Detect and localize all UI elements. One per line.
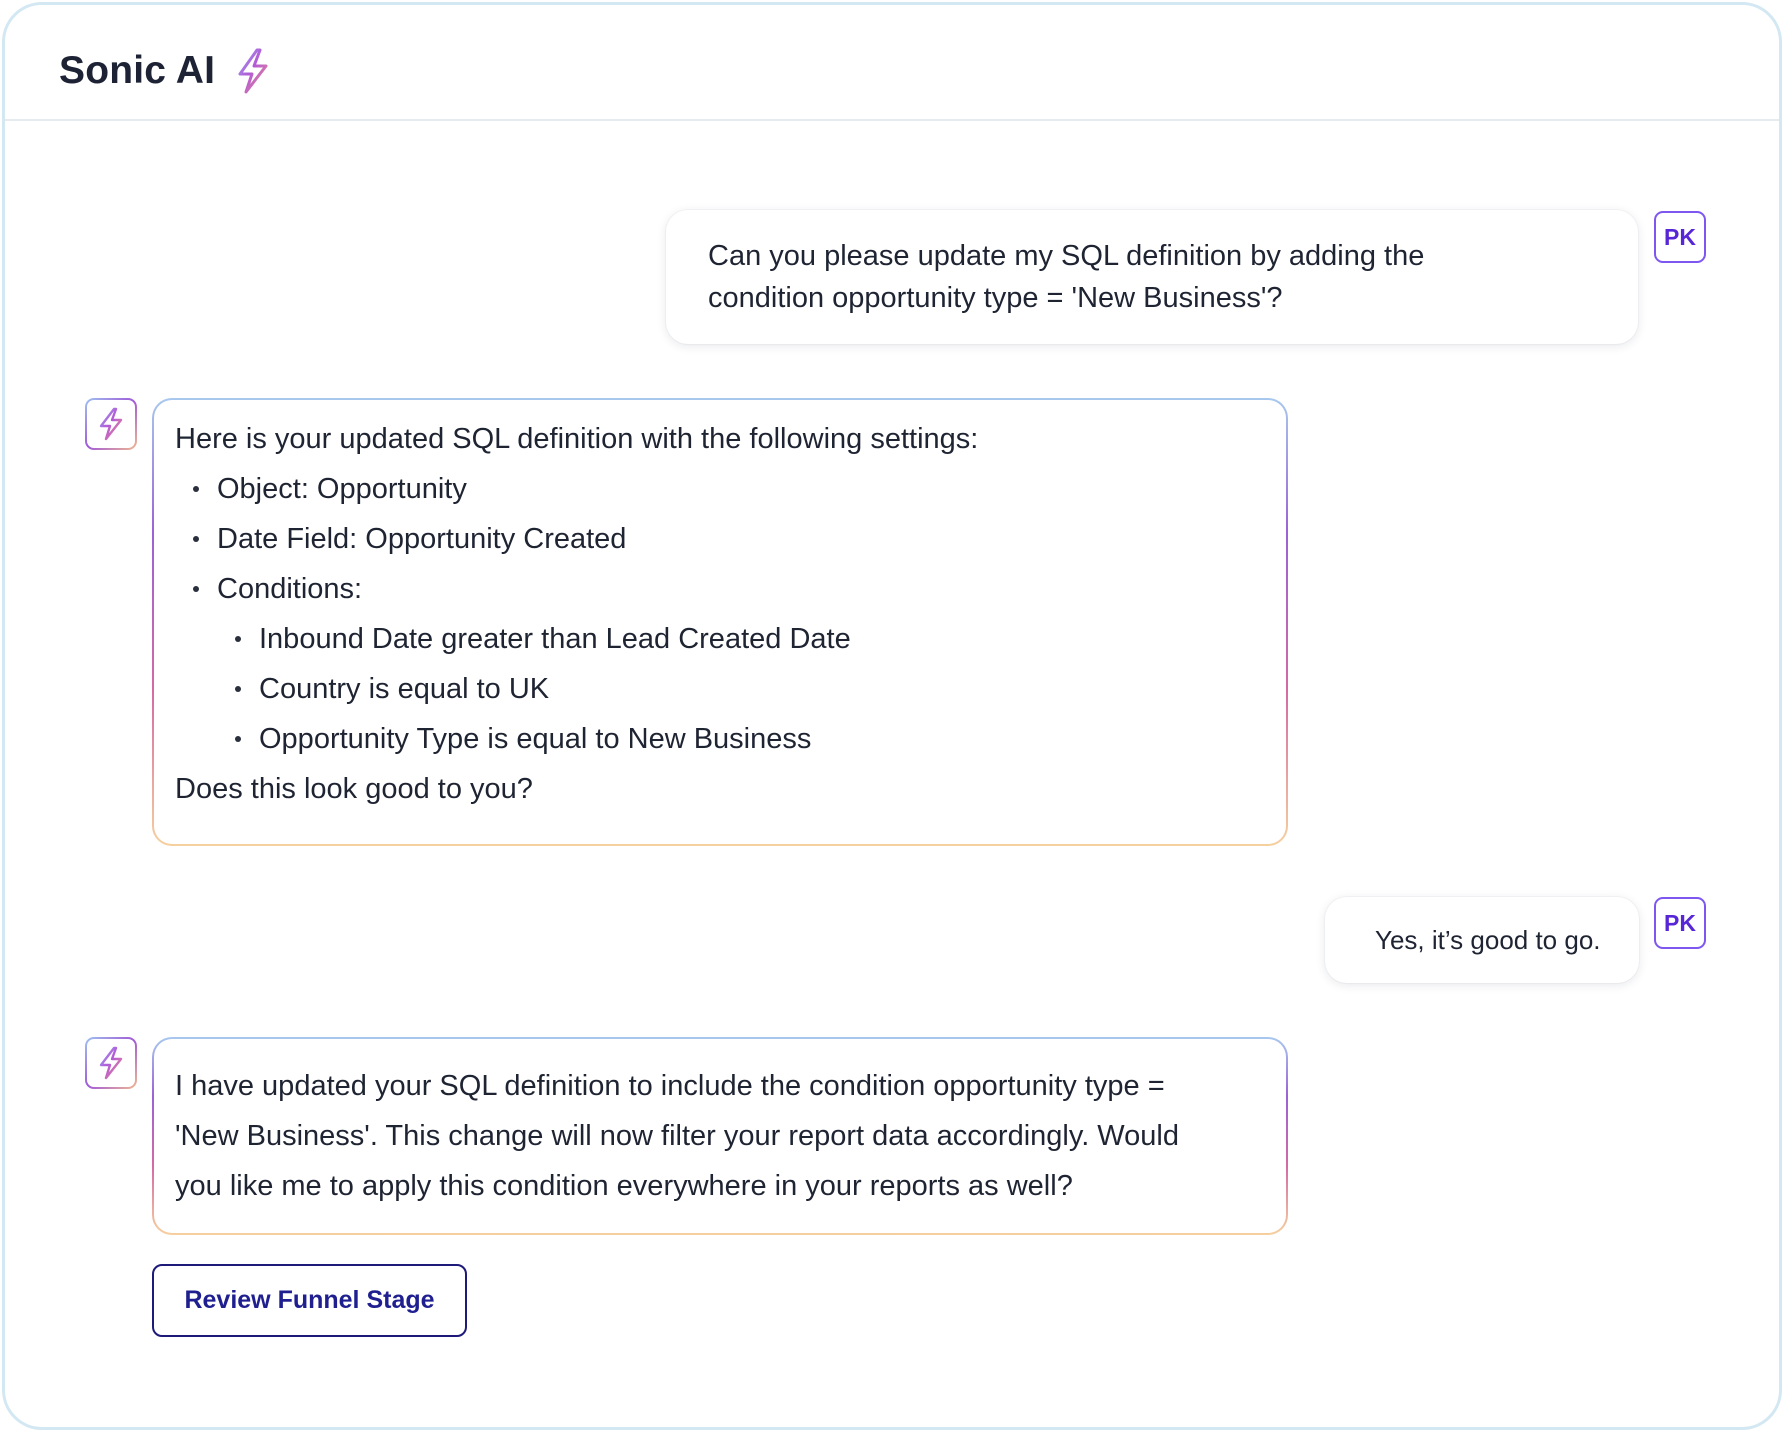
assistant-avatar [85,398,137,450]
sub-list-item: Country is equal to UK [175,664,978,714]
list-item: Date Field: Opportunity Created [175,514,978,564]
user-avatar: PK [1654,211,1706,263]
message-outro: Does this look good to you? [175,773,533,805]
list-item: Object: Opportunity [175,464,978,514]
assistant-avatar [85,1037,137,1089]
message-text-line: 'New Business'. This change will now filter your report data accordingly. Would [175,1120,1179,1152]
sub-list-item: Opportunity Type is equal to New Business [175,714,978,764]
chat-window [2,2,1782,1430]
lightning-icon [96,407,126,441]
message-intro: Here is your updated SQL definition with the following settings: [175,423,979,455]
header [5,5,1779,121]
message-text-line: I have updated your SQL definition to include the condition opportunity type = [175,1070,1165,1102]
message-text-line: condition opportunity type = 'New Business'? [708,282,1283,314]
message-text: Yes, it’s good to go. [1375,925,1601,955]
app-title: Sonic AI [59,49,216,92]
list-item: Conditions: [175,564,978,614]
message-text-line: Can you please update my SQL definition by adding the [708,240,1425,272]
message-text-line: you like me to apply this condition everywhere in your reports as well? [175,1170,1073,1202]
user-message [666,210,1638,344]
lightning-icon [233,47,273,95]
lightning-icon [96,1046,126,1080]
user-avatar: PK [1654,897,1706,949]
review-funnel-stage-button[interactable]: Review Funnel Stage [152,1264,467,1337]
assistant-message [152,398,1288,846]
user-message [1325,897,1639,983]
assistant-message [152,1037,1288,1235]
sub-list-item: Inbound Date greater than Lead Created Date [175,614,978,664]
